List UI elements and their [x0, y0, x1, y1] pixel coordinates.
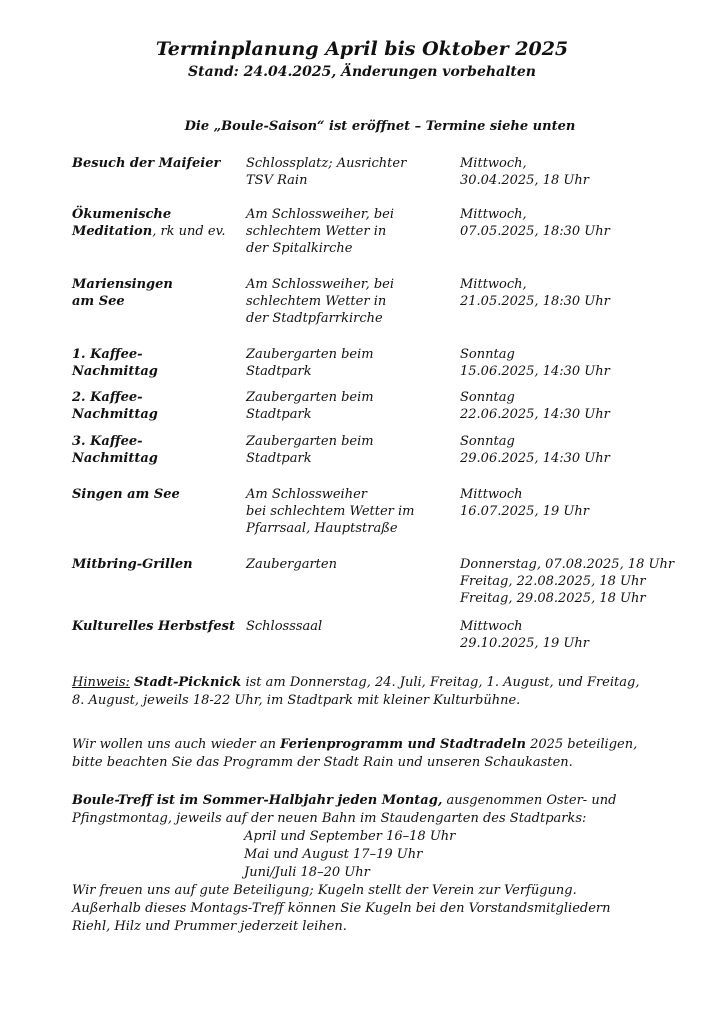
- boule-time: Mai und August 17–19 Uhr: [244, 847, 423, 862]
- event-date: Sonntag 15.06.2025, 14:30 Uhr: [460, 347, 610, 379]
- page-status: Stand: 24.04.2025, Änderungen vorbehalten: [188, 64, 536, 80]
- event-date: Sonntag 22.06.2025, 14:30 Uhr: [460, 390, 610, 422]
- event-place: Zaubergarten beim Stadtpark: [246, 434, 374, 466]
- event-place: Schlosssaal: [246, 619, 323, 634]
- event-date: Mittwoch, 07.05.2025, 18:30 Uhr: [460, 207, 610, 239]
- event-name: Besuch der Maifeier: [72, 156, 221, 171]
- event-date: Mittwoch, 30.04.2025, 18 Uhr: [460, 156, 589, 188]
- event-place: Am Schlossweiher, bei schlechtem Wetter in der Spitalkirche: [246, 207, 395, 256]
- boule-notice: Die „Boule-Saison“ ist eröffnet – Termine siehe unten: [184, 119, 576, 134]
- event-name: Mariensingen am See: [72, 277, 173, 309]
- event-place: Zaubergarten beim Stadtpark: [246, 390, 374, 422]
- event-name: Ökumenische Meditation, rk und ev.: [72, 207, 226, 239]
- event-date: Mittwoch 29.10.2025, 19 Uhr: [460, 619, 589, 651]
- event-name: Mitbring-Grillen: [72, 557, 193, 572]
- event-date: Mittwoch 16.07.2025, 19 Uhr: [460, 487, 589, 519]
- event-name: 3. Kaffee- Nachmittag: [72, 434, 158, 466]
- event-date: Donnerstag, 07.08.2025, 18 Uhr Freitag, 22.08.2025, 18 Uhr Freitag, 29.08.2025, 18 Uhr: [460, 557, 675, 606]
- event-date: Mittwoch, 21.05.2025, 18:30 Uhr: [460, 277, 610, 309]
- page-title: Terminplanung April bis Oktober 2025: [155, 38, 569, 60]
- event-place: Am Schlossweiher, bei schlechtem Wetter in der Stadtpfarrkirche: [246, 277, 395, 326]
- event-name: Kulturelles Herbstfest: [72, 619, 235, 634]
- boule-paragraph: Boule-Treff ist im Sommer-Halbjahr jeden Montag, ausgenommen Oster- und Pfingstmontag, jeweils auf der neuen Bahn im Staudengarten des Stadtparks: April und September 16–18 Uhr Mai und August 17–19 Uhr Juni/Juli 18–20 Uhr Wir freuen uns auf gute Beteiligung; Kugeln stellt der Verein zur Verfügung. Außerhalb dieses Montags-Treff können Sie Kugeln bei den Vorstandsmitgliedern Riehl, Hilz und Prummer jederzeit leihen.: [72, 792, 702, 936]
- ferien-paragraph: Wir wollen uns auch wieder an Ferienprogramm und Stadtradeln 2025 beteiligen, bitte beachten Sie das Programm der Stadt Rain und unseren Schaukasten.: [72, 737, 638, 770]
- event-name: Singen am See: [72, 487, 180, 502]
- hinweis-paragraph: Hinweis: Stadt-Picknick ist am Donnerstag, 24. Juli, Freitag, 1. August, und Freitag, 8. August, jeweils 18-22 Uhr, im Stadtpark mit kleiner Kulturbühne.: [72, 675, 640, 708]
- event-place: Zaubergarten: [246, 557, 337, 572]
- event-place: Am Schlossweiher bei schlechtem Wetter im Pfarrsaal, Hauptstraße: [246, 487, 415, 536]
- event-place: Zaubergarten beim Stadtpark: [246, 347, 374, 379]
- boule-time: Juni/Juli 18–20 Uhr: [244, 865, 370, 880]
- boule-time: April und September 16–18 Uhr: [244, 829, 456, 844]
- event-name: 2. Kaffee- Nachmittag: [72, 390, 158, 422]
- event-date: Sonntag 29.06.2025, 14:30 Uhr: [460, 434, 610, 466]
- event-name: 1. Kaffee- Nachmittag: [72, 347, 158, 379]
- event-place: Schlossplatz; Ausrichter TSV Rain: [246, 156, 407, 188]
